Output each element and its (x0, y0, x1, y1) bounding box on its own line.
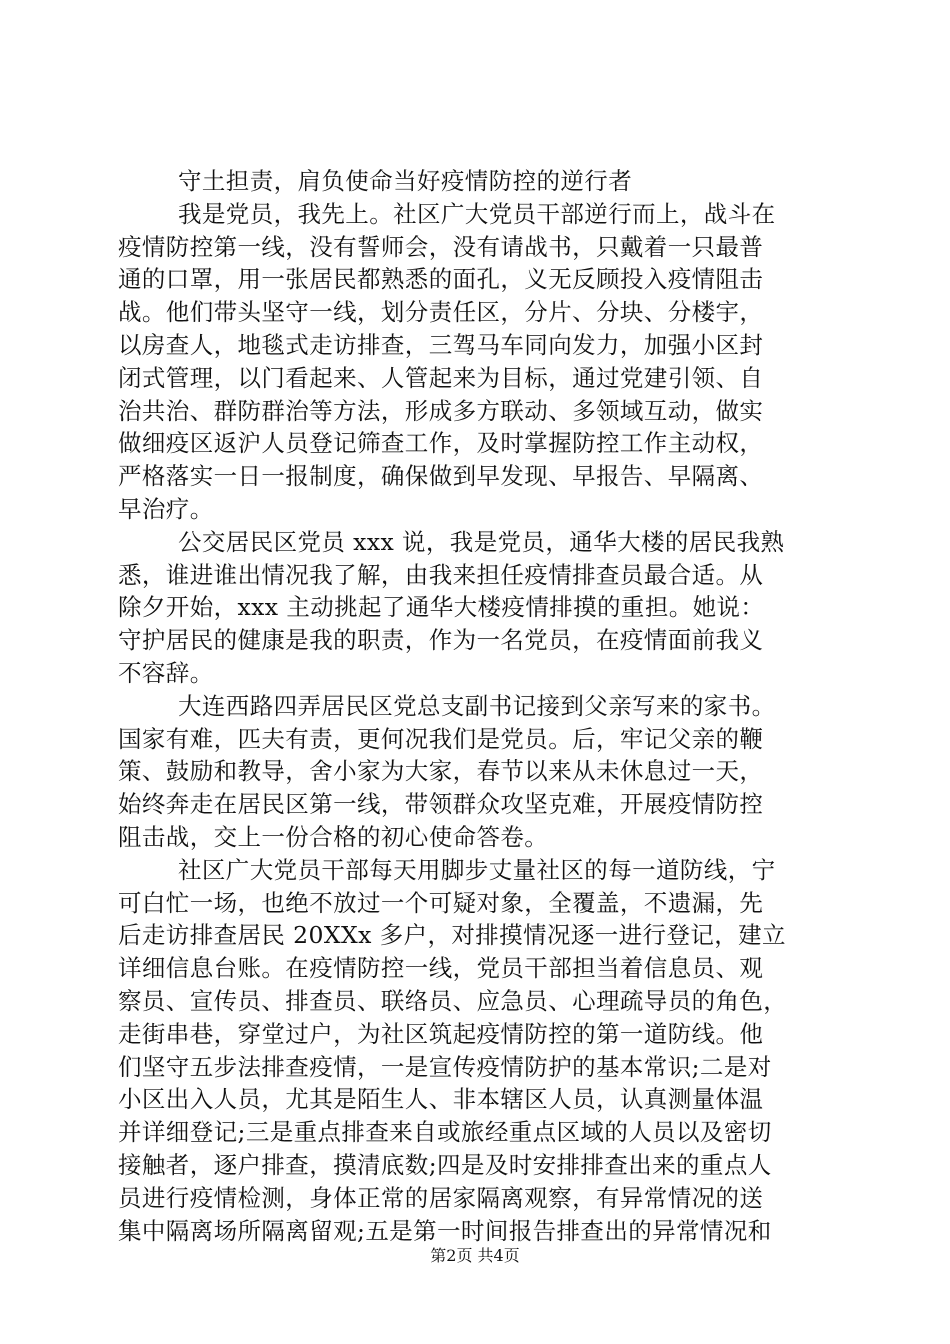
paragraph-line: 国家有难，匹夫有责，更何况我们是党员。后，牢记父亲的鞭 (118, 724, 764, 753)
paragraph-line: 战。他们带头坚守一线，划分责任区，分片、分块、分楼宇， (118, 298, 764, 327)
paragraph-line: 通的口罩，用一张居民都熟悉的面孔，义无反顾投入疫情阻击 (118, 265, 764, 294)
paragraph-line: 并详细登记;三是重点排查来自或旅经重点区域的人员以及密切 (118, 1118, 772, 1147)
paragraph-2 (118, 526, 834, 690)
paragraph-line: 公交居民区党员 xxx 说，我是党员，通华大楼的居民我熟 (178, 527, 785, 556)
paragraph-line: 走街串巷，穿堂过户，为社区筑起疫情防控的第一道防线。他 (118, 1019, 764, 1048)
paragraph-line: 始终奔走在居民区第一线，带领群众攻坚克难，开展疫情防控 (118, 790, 764, 819)
paragraph-line: 接触者，逐户排查，摸清底数;四是及时安排排查出来的重点人 (118, 1150, 772, 1179)
paragraph-line: 严格落实一日一报制度，确保做到早发现、早报告、早隔离、 (118, 462, 764, 491)
paragraph-line: 集中隔离场所隔离留观;五是第一时间报告排查出的异常情况和 (118, 1216, 772, 1245)
paragraph-line: 小区出入人员，尤其是陌生人、非本辖区人员，认真测量体温 (118, 1085, 764, 1114)
document-body (118, 165, 834, 1247)
paragraph-line: 早治疗。 (118, 494, 214, 523)
paragraph-line: 疫情防控第一线，没有誓师会，没有请战书，只戴着一只最普 (118, 232, 764, 261)
paragraph-line: 做细疫区返沪人员登记筛查工作，及时掌握防控工作主动权， (118, 429, 764, 458)
paragraph-line: 不容辞。 (118, 658, 214, 687)
paragraph-3 (118, 690, 834, 854)
document-title: 守土担责，肩负使命当好疫情防控的逆行者 (178, 167, 633, 195)
paragraph-line: 我是党员，我先上。社区广大党员干部逆行而上，战斗在 (178, 199, 776, 228)
paragraph-line: 阻击战，交上一份合格的初心使命答卷。 (118, 822, 549, 851)
paragraph-line: 悉，谁进谁出情况我了解，由我来担任疫情排查员最合适。从 (118, 560, 764, 589)
paragraph-line: 守护居民的健康是我的职责，作为一名党员，在疫情面前我义 (118, 626, 764, 655)
paragraph-line: 后走访排查居民 20XXx 多户，对排摸情况逐一进行登记，建立 (118, 921, 786, 950)
paragraph-line: 治共治、群防群治等方法，形成多方联动、多领域互动，做实 (118, 396, 764, 425)
paragraph-line: 可白忙一场，也绝不放过一个可疑对象，全覆盖，不遗漏，先 (118, 888, 764, 917)
paragraph-line: 大连西路四弄居民区党总支副书记接到父亲写来的家书。 (178, 691, 776, 720)
paragraph-line: 策、鼓励和教导，舍小家为大家，春节以来从未休息过一天， (118, 757, 764, 786)
paragraph-4 (118, 854, 834, 1248)
paragraph-1 (118, 198, 834, 526)
paragraph-line: 除夕开始，xxx 主动挑起了通华大楼疫情排摸的重担。她说： (118, 593, 765, 622)
paragraph-line: 详细信息台账。在疫情防控一线，党员干部担当着信息员、观 (118, 954, 764, 983)
paragraph-line: 员进行疫情检测，身体正常的居家隔离观察，有异常情况的送 (118, 1183, 764, 1212)
paragraph-line: 们坚守五步法排查疫情，一是宣传疫情防护的基本常识;二是对 (118, 1052, 772, 1081)
paragraph-line: 社区广大党员干部每天用脚步丈量社区的每一道防线，宁 (178, 855, 776, 884)
paragraph-line: 闭式管理，以门看起来、人管起来为目标，通过党建引领、自 (118, 363, 764, 392)
page-number-footer: 第2页 共4页 (430, 1246, 520, 1265)
paragraph-line: 察员、宣传员、排查员、联络员、应急员、心理疏导员的角色， (118, 986, 788, 1015)
paragraph-line: 以房查人，地毯式走访排查，三驾马车同向发力，加强小区封 (118, 330, 764, 359)
